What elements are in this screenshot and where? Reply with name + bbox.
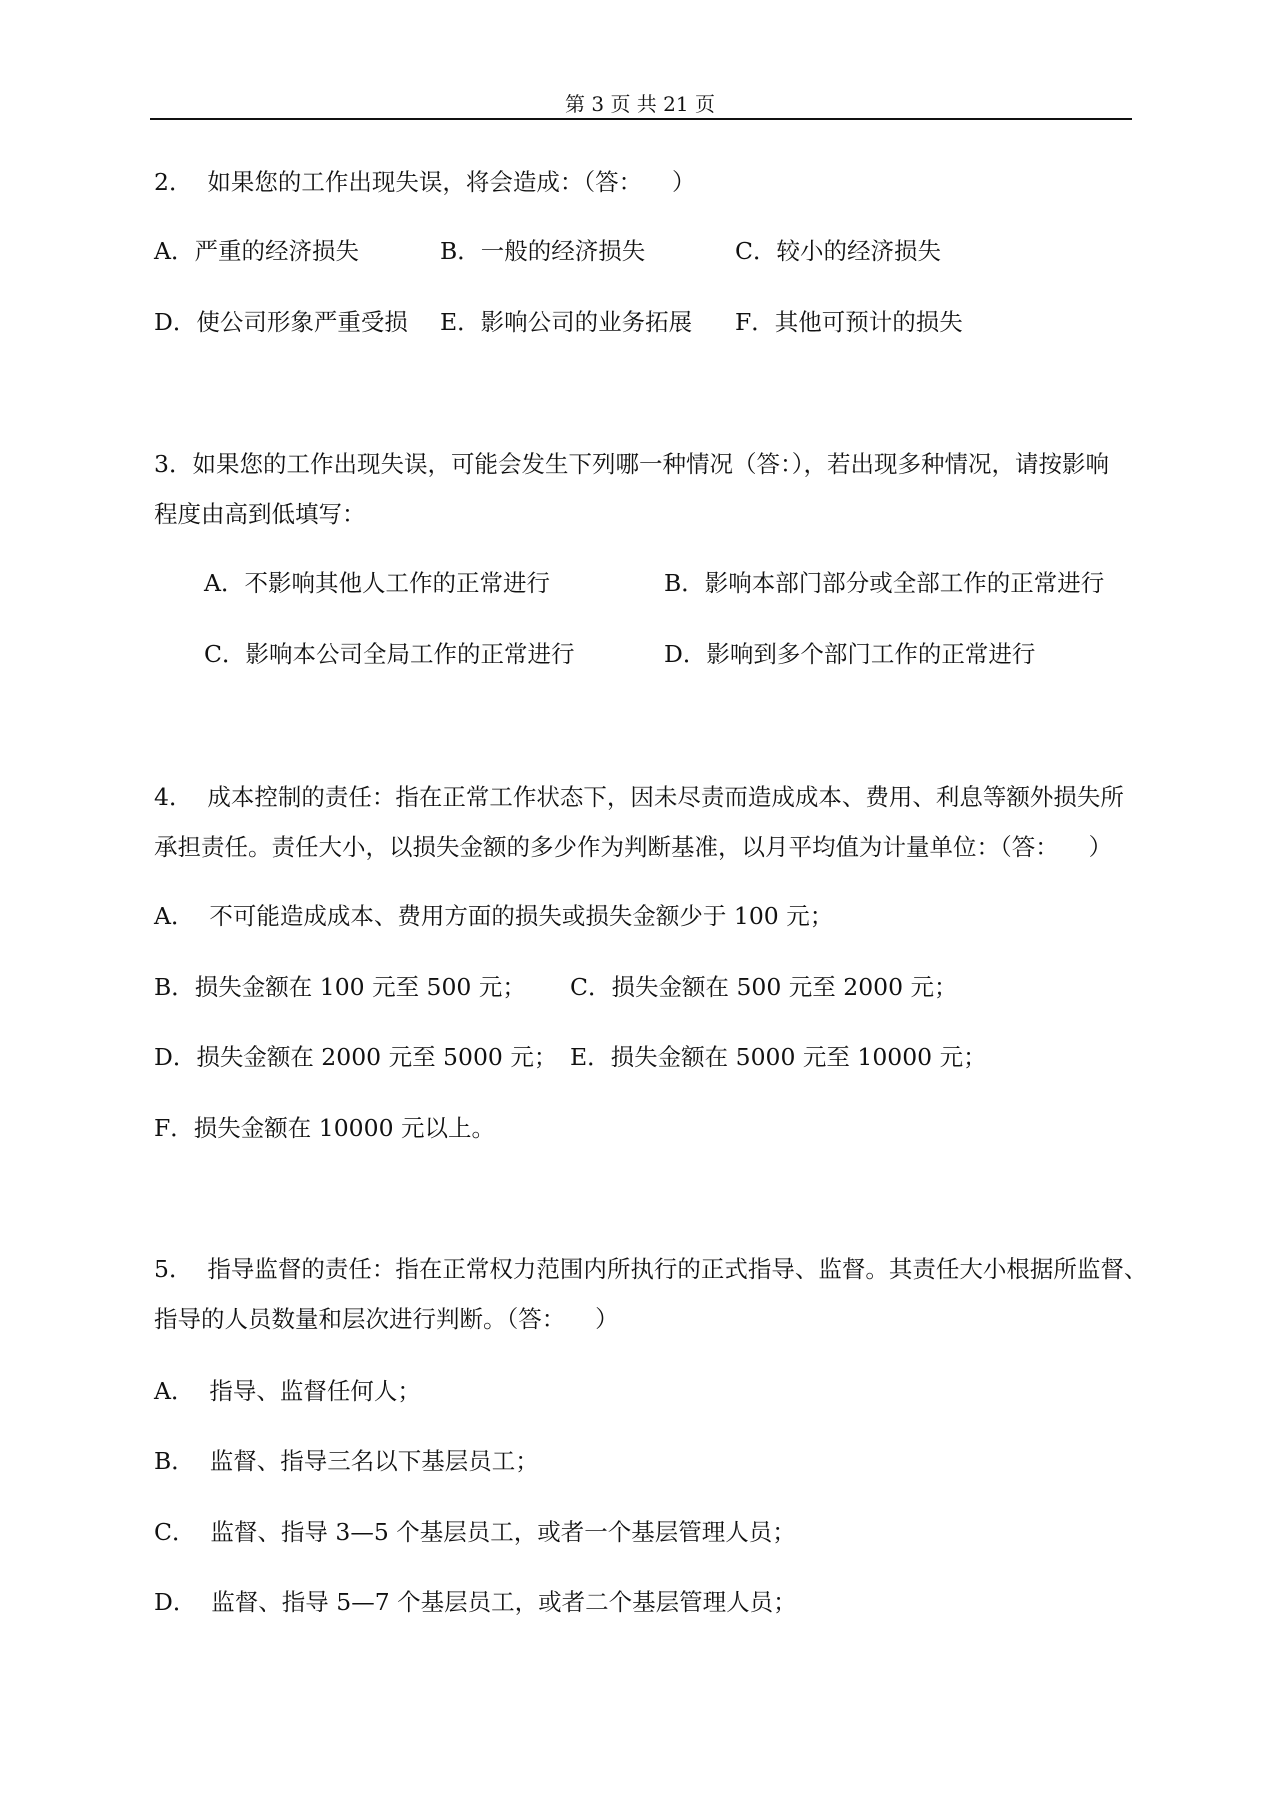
question-4-option-b: B．损失金额在 100 元至 500 元； (154, 973, 526, 1001)
question-2-text: 2． 如果您的工作出现失误，将会造成：（答： ） (154, 168, 696, 196)
page-indicator: 第 3 页 共 21 页 (565, 92, 715, 116)
question-3-option-c: C．影响本公司全局工作的正常进行 (204, 640, 575, 668)
question-4-text-line-2: 承担责任。责任大小，以损失金额的多少作为判断基准，以月平均值为计量单位：（答： ） (154, 833, 1113, 861)
header-rule (150, 118, 1132, 120)
question-3-option-b: B．影响本部门部分或全部工作的正常进行 (664, 569, 1105, 597)
question-5-option-b: B． 监督、指导三名以下基层员工； (154, 1447, 539, 1475)
question-5-option-d: D． 监督、指导 5—7 个基层员工，或者二个基层管理人员； (154, 1588, 797, 1616)
question-5-text-line-1: 5． 指导监督的责任：指在正常权力范围内所执行的正式指导、监督。其责任大小根据所监督、 (154, 1255, 1148, 1283)
question-3-option-d: D．影响到多个部门工作的正常进行 (664, 640, 1036, 668)
question-4-option-d: D．损失金额在 2000 元至 5000 元； (154, 1043, 558, 1071)
question-5-option-a: A． 指导、监督任何人； (154, 1377, 421, 1405)
question-5-option-c: C． 监督、指导 3—5 个基层员工，或者一个基层管理人员； (154, 1518, 796, 1546)
question-2-option-b: B．一般的经济损失 (440, 237, 646, 265)
question-2-option-a: A．严重的经济损失 (154, 237, 359, 265)
question-2-option-e: E．影响公司的业务拓展 (440, 308, 693, 336)
question-3-text-line-2: 程度由高到低填写： (154, 500, 366, 528)
question-3-text-line-1: 3．如果您的工作出现失误，可能会发生下列哪一种情况（答：），若出现多种情况，请按影响 (154, 450, 1109, 478)
question-4-option-c: C．损失金额在 500 元至 2000 元； (570, 973, 958, 1001)
question-3-option-a: A．不影响其他人工作的正常进行 (204, 569, 550, 597)
question-4-text-line-1: 4． 成本控制的责任：指在正常工作状态下，因未尽责而造成成本、费用、利息等额外损失所 (154, 783, 1124, 811)
question-4-option-a: A． 不可能造成成本、费用方面的损失或损失金额少于 100 元； (154, 902, 834, 930)
question-2-option-c: C．较小的经济损失 (735, 237, 941, 265)
question-5-text-line-2: 指导的人员数量和层次进行判断。（答： ） (154, 1305, 619, 1333)
question-2-option-d: D．使公司形象严重受损 (154, 308, 408, 336)
question-4-option-f: F．损失金额在 10000 元以上。 (154, 1114, 496, 1142)
question-4-option-e: E．损失金额在 5000 元至 10000 元； (570, 1043, 987, 1071)
question-2-option-f: F．其他可预计的损失 (735, 308, 963, 336)
